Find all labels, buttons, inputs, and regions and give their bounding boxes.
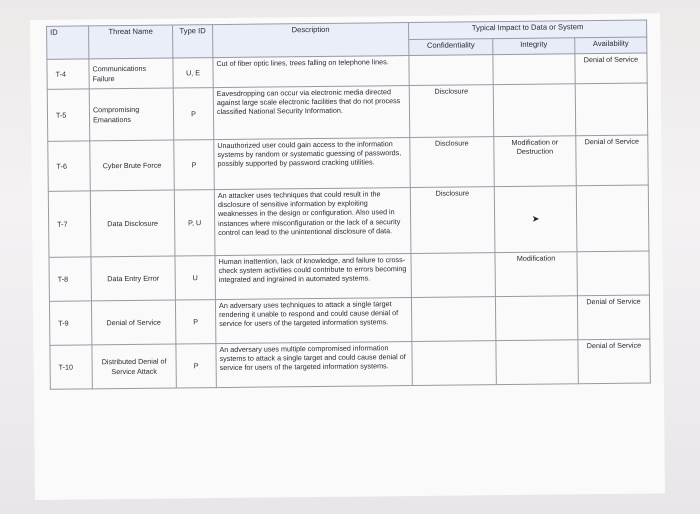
header-type-id: Type ID (173, 25, 213, 58)
row-threat-name: Communications Failure (89, 58, 173, 89)
row-id: T-10 (50, 345, 92, 389)
row-threat-name: Data Disclosure (90, 190, 175, 257)
row-availability: Denial of Service (575, 53, 647, 84)
row-availability: Denial of Service (577, 295, 649, 340)
row-type: U, E (173, 58, 213, 88)
header-typical-impact: Typical Impact to Data or System (409, 20, 647, 39)
row-confidentiality: Disclosure (409, 85, 494, 138)
row-integrity (493, 54, 575, 85)
header-confidentiality: Confidentiality (409, 38, 493, 55)
row-description: An attacker uses techniques that could result in the disclosure of sensitive information by exploiting weaknesses in the design or configuration. Also used in instances where misconfiguration or the lack of a security control can lead to the unintentional disclosure of data. (214, 188, 411, 256)
row-description: Unauthorized user could gain access to the information systems by random or systematic guessing of passwords, possibly supported by password cracking utilities. (214, 138, 411, 190)
table-row (49, 251, 649, 301)
row-description: Human inattention, lack of knowledge, and failure to cross-check system activities could contribute to errors becoming integrated and ingrained in automated systems. (215, 254, 411, 300)
table-row (48, 135, 649, 191)
row-confidentiality: Disclosure (410, 187, 495, 254)
row-type: P (174, 140, 215, 190)
row-description: Cut of fiber optic lines, trees falling on telephone lines. (213, 56, 409, 88)
row-availability (575, 83, 648, 136)
row-type: P (176, 344, 216, 388)
table-row (49, 295, 649, 345)
header-availability: Availability (575, 37, 647, 54)
table-row (50, 339, 650, 389)
row-availability: Denial of Service (576, 135, 649, 186)
document-page (30, 13, 665, 500)
header-description: Description (213, 23, 409, 58)
header-id: ID (47, 26, 89, 59)
header-integrity: Integrity (493, 37, 575, 54)
row-integrity: Modification or Destruction (494, 136, 577, 187)
row-threat-name: Distributed Denial of Service Attack (92, 344, 176, 389)
row-threat-name: Data Entry Error (91, 256, 175, 301)
table-row (47, 83, 648, 141)
row-threat-name: Cyber Brute Force (90, 140, 175, 191)
row-description: An adversary uses techniques to attack a single target rendering it unable to respond and could cause denial of service for users of the targeted information systems. (215, 298, 411, 344)
row-threat-name: Compromising Emanations (89, 88, 174, 141)
row-integrity: Modification (495, 252, 577, 297)
row-integrity (496, 340, 578, 385)
row-confidentiality (412, 341, 496, 386)
row-description: Eavesdropping can occur via electronic media directed against large scale electronic facilities that do not process classified National Security Information. (213, 86, 410, 140)
mouse-cursor-icon: ➤ (531, 213, 540, 224)
row-confidentiality (409, 55, 493, 86)
row-integrity (495, 296, 577, 341)
row-availability: Denial of Service (578, 339, 650, 384)
row-availability (576, 185, 649, 252)
row-id: T-8 (49, 257, 91, 301)
row-id: T-7 (48, 191, 91, 257)
row-id: T-5 (47, 89, 90, 141)
row-confidentiality (411, 253, 495, 298)
table-row (48, 185, 649, 257)
row-confidentiality (411, 297, 495, 342)
row-type: P (173, 88, 214, 140)
row-id: T-4 (47, 59, 89, 89)
row-id: T-9 (49, 301, 91, 345)
header-threat-name: Threat Name (89, 25, 173, 59)
row-type: P, U (174, 190, 215, 256)
row-availability (577, 251, 649, 296)
row-type: P (175, 300, 215, 344)
row-integrity (494, 186, 577, 253)
threat-table (46, 20, 651, 390)
row-confidentiality: Disclosure (410, 137, 495, 188)
row-description: An adversary uses multiple compromised information systems to attack a single target and could cause denial of service for users of the targeted information systems. (216, 342, 412, 388)
row-type: U (175, 256, 215, 300)
row-threat-name: Denial of Service (91, 300, 175, 345)
row-integrity (493, 84, 576, 137)
row-id: T-6 (48, 141, 91, 191)
